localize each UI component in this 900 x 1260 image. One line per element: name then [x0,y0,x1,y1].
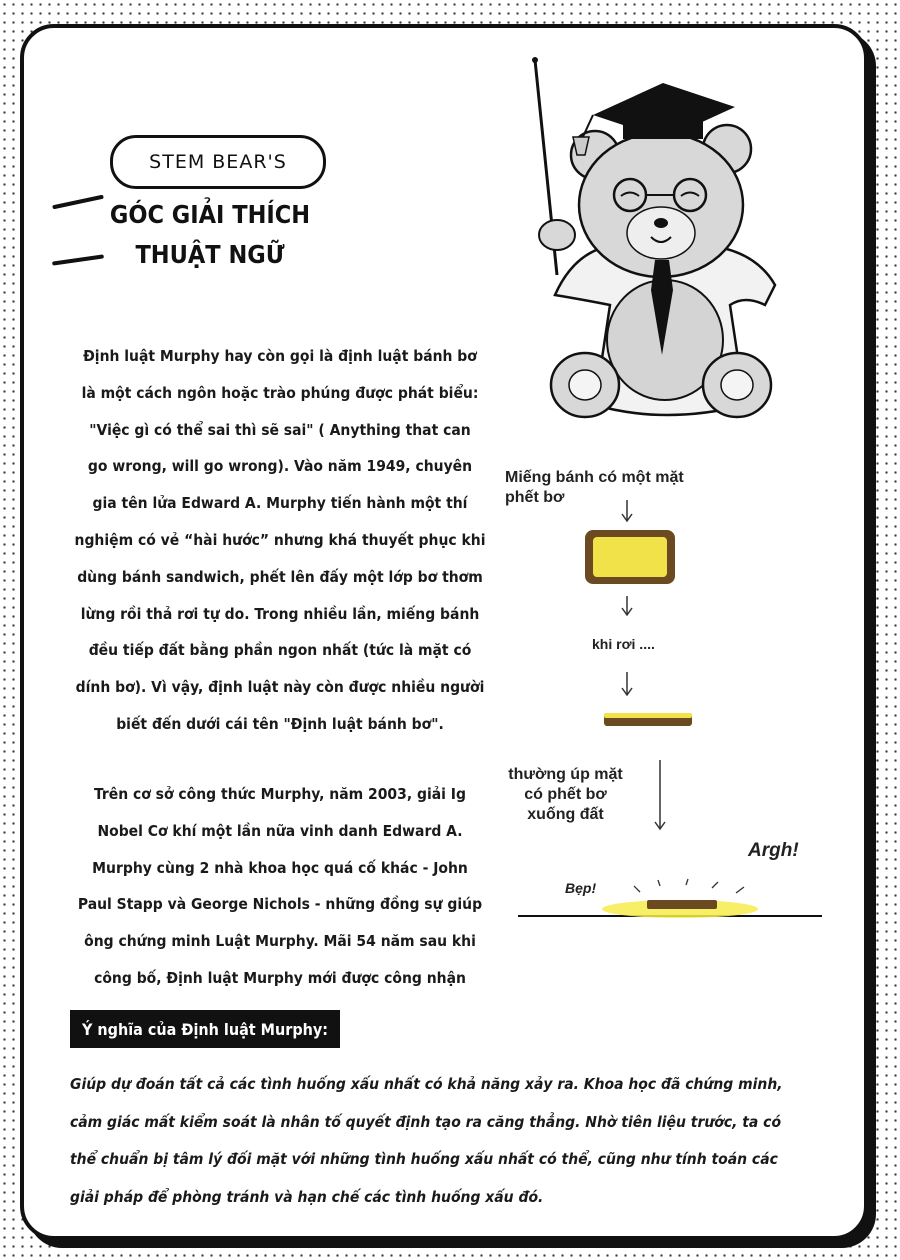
caption-buttered-side [505,468,684,508]
caption-when-falling: khi rơi .... [592,636,655,652]
paragraph-line: công bố, Định luật Murphy mới được công nhận [94,968,466,987]
paragraph-line: gia tên lửa Edward A. Murphy tiến hành một thí [92,494,468,513]
caption-line: thường úp mặt [508,766,623,783]
sfx-argh: Argh! [748,840,799,861]
paragraph-line: đều tiếp đất bằng phần ngon nhất (tức là mặt có [88,641,472,660]
paragraph-line: Trên cơ sở công thức Murphy, năm 2003, giải Ig [94,785,466,803]
paragraph-line: nghiệm có vẻ “hài hước” nhưng khá thuyết phục khi [74,530,486,549]
caption-line: có phết bơ [524,786,607,803]
paragraph-line: ông chứng minh Luật Murphy. Mãi 54 năm sau khi [84,932,476,951]
meaning-line: Giúp dự đoán tất cả các tình huống xấu nhất có khả năng xảy ra. Khoa học đã chứng minh, [70,1075,783,1093]
paragraph-line: biết đến dưới cái tên "Định luật bánh bơ". [116,714,444,733]
page-title-line1: GÓC GIẢI THÍCH [109,200,311,229]
paragraph-line: Nobel Cơ khí một lần nữa vinh danh Edward A. [97,821,463,840]
meaning-line: thể chuẩn bị tâm lý đối mặt với những tình huống xấu nhất có thể, cũng như tính toán các [70,1150,778,1168]
paragraph-line: dính bơ). Vì vậy, định luật này còn được nhiều người [75,678,485,697]
page-title-line2: THUẬT NGỮ [135,240,285,269]
caption-line: Miếng bánh có một mặt [505,469,684,486]
caption-line: phết bơ [505,489,565,506]
paragraph-line: "Việc gì có thể sai thì sẽ sai" ( Anything that can [89,420,471,439]
paragraph-line: go wrong, will go wrong). Vào năm 1949, chuyên [87,457,473,476]
badge-text: STEM BEAR'S [149,151,287,173]
caption-lands-buttered [488,765,643,825]
caption-line: xuống đất [527,806,604,823]
paragraph-line: Murphy cùng 2 nhà khoa học quá cố khác - John [92,858,468,877]
paragraph-line: Paul Stapp và George Nichols - những đồng sự giúp [77,895,483,914]
paragraph-line: dùng bánh sandwich, phết lên đấy một lớp bơ thơm [77,567,483,586]
paragraph-line: là một cách ngôn hoặc trào phúng được phát biểu: [81,383,479,402]
sfx-bep: Bẹp! [565,880,597,896]
bread-slice-landed [647,900,717,909]
meaning-heading-text: Ý nghĩa của Định luật Murphy: [82,1019,329,1039]
paragraph-line: Định luật Murphy hay còn gọi là định luật bánh bơ [83,347,477,365]
meaning-line: cảm giác mất kiểm soát là nhân tố quyết định tạo ra căng thẳng. Nhờ tiên liệu trước, ta có [70,1112,782,1131]
paragraph-line: lừng rồi thả rơi tự do. Trong nhiều lần, miếng bánh [80,604,480,623]
meaning-line: giải pháp để phòng tránh và hạn chế các tình huống xấu đó. [70,1187,544,1206]
